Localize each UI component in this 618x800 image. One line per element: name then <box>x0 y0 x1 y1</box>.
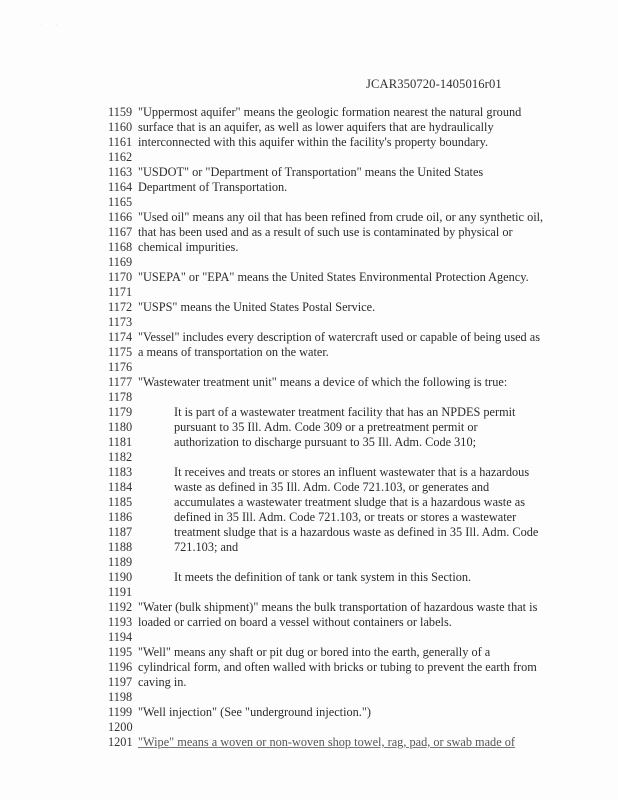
line-text: It is part of a wastewater treatment facility that has an NPDES permit <box>174 405 516 419</box>
line-text: caving in. <box>138 675 187 689</box>
line-text: "Used oil" means any oil that has been refined from crude oil, or any synthetic oil, <box>138 210 544 224</box>
line-text: "Water (bulk shipment)" means the bulk transportation of hazardous waste that is <box>138 600 538 614</box>
line-text: surface that is an aquifer, as well as lower aquifers that are hydraulically <box>138 120 494 134</box>
line-text: accumulates a wastewater treatment sludge that is a hazardous waste as <box>174 495 526 509</box>
line-number: 1182 <box>108 450 133 464</box>
line-text: "Wastewater treatment unit" means a device of which the following is true: <box>138 375 508 389</box>
line-text: Department of Transportation. <box>138 180 288 194</box>
line-number: 1181 <box>108 435 133 449</box>
line-number: 1193 <box>108 615 133 629</box>
line-number: 1179 <box>108 405 133 419</box>
line-text: "Wipe" means a woven or non-woven shop towel, rag, pad, or swab made of <box>138 735 515 749</box>
line-text: chemical impurities. <box>138 240 239 254</box>
line-text: "Vessel" includes every description of watercraft used or capable of being used as <box>138 330 541 344</box>
line-text: "Well" means any shaft or pit dug or bored into the earth, generally of a <box>138 645 491 659</box>
line-number: 1170 <box>108 270 133 284</box>
line-number: 1190 <box>108 570 133 584</box>
line-text: that has been used and as a result of such use is contaminated by physical or <box>138 225 513 239</box>
line-number: 1184 <box>108 480 133 494</box>
line-number: 1195 <box>108 645 133 659</box>
line-number: 1173 <box>108 315 133 329</box>
line-text: It receives and treats or stores an influent wastewater that is a hazardous <box>174 465 530 479</box>
line-number: 1163 <box>108 165 133 179</box>
line-text: "Well injection" (See "underground injection.") <box>138 705 371 719</box>
line-number: 1162 <box>108 150 133 164</box>
line-number: 1185 <box>108 495 133 509</box>
line-number: 1177 <box>108 375 133 389</box>
line-text: authorization to discharge pursuant to 35 Ill. Adm. Code 310; <box>174 435 477 449</box>
line-text: It meets the definition of tank or tank system in this Section. <box>174 570 472 584</box>
line-number: 1175 <box>108 345 133 359</box>
document-header-id: JCAR350720-1405016r01 <box>366 77 502 91</box>
line-number: 1189 <box>108 555 133 569</box>
line-text: cylindrical form, and often walled with bricks or tubing to prevent the earth from <box>138 660 537 674</box>
line-number: 1167 <box>108 225 133 239</box>
line-number: 1178 <box>108 390 133 404</box>
line-number: 1160 <box>108 120 133 134</box>
line-number: 1192 <box>108 600 133 614</box>
line-number: 1194 <box>108 630 133 644</box>
line-number: 1200 <box>108 720 133 734</box>
line-text: treatment sludge that is a hazardous waste as defined in 35 Ill. Adm. Code <box>174 525 539 539</box>
line-number: 1183 <box>108 465 133 479</box>
line-text: "Uppermost aquifer" means the geologic formation nearest the natural ground <box>138 105 522 119</box>
line-number: 1188 <box>108 540 133 554</box>
line-number: 1197 <box>108 675 133 689</box>
line-number: 1187 <box>108 525 133 539</box>
line-number: 1180 <box>108 420 133 434</box>
line-number: 1161 <box>108 135 133 149</box>
line-number: 1191 <box>108 585 133 599</box>
line-text: waste as defined in 35 Ill. Adm. Code 721.103, or generates and <box>174 480 490 494</box>
line-text: defined in 35 Ill. Adm. Code 721.103, or treats or stores a wastewater <box>174 510 517 524</box>
line-number: 1169 <box>108 255 133 269</box>
line-number: 1199 <box>108 705 133 719</box>
line-text: a means of transportation on the water. <box>138 345 329 359</box>
line-text: 721.103; and <box>174 540 239 554</box>
line-number: 1166 <box>108 210 133 224</box>
line-number: 1174 <box>108 330 133 344</box>
line-text: "USDOT" or "Department of Transportation" means the United States <box>138 165 484 179</box>
line-number: 1172 <box>108 300 133 314</box>
line-text: interconnected with this aquifer within the facility's property boundary. <box>138 135 489 149</box>
line-text: "USEPA" or "EPA" means the United States Environmental Protection Agency. <box>138 270 529 284</box>
line-text: "USPS" means the United States Postal Service. <box>138 300 376 314</box>
line-number: 1186 <box>108 510 133 524</box>
line-number: 1165 <box>108 195 133 209</box>
scan-specks: · · <box>40 22 58 28</box>
line-number: 1168 <box>108 240 133 254</box>
line-number: 1176 <box>108 360 133 374</box>
line-number: 1198 <box>108 690 133 704</box>
line-number: 1201 <box>108 735 133 749</box>
line-number: 1164 <box>108 180 133 194</box>
line-text: pursuant to 35 Ill. Adm. Code 309 or a pretreatment permit or <box>174 420 478 434</box>
line-number: 1159 <box>108 105 133 119</box>
line-number: 1196 <box>108 660 133 674</box>
line-number: 1171 <box>108 285 133 299</box>
line-text: loaded or carried on board a vessel without containers or labels. <box>138 615 452 629</box>
